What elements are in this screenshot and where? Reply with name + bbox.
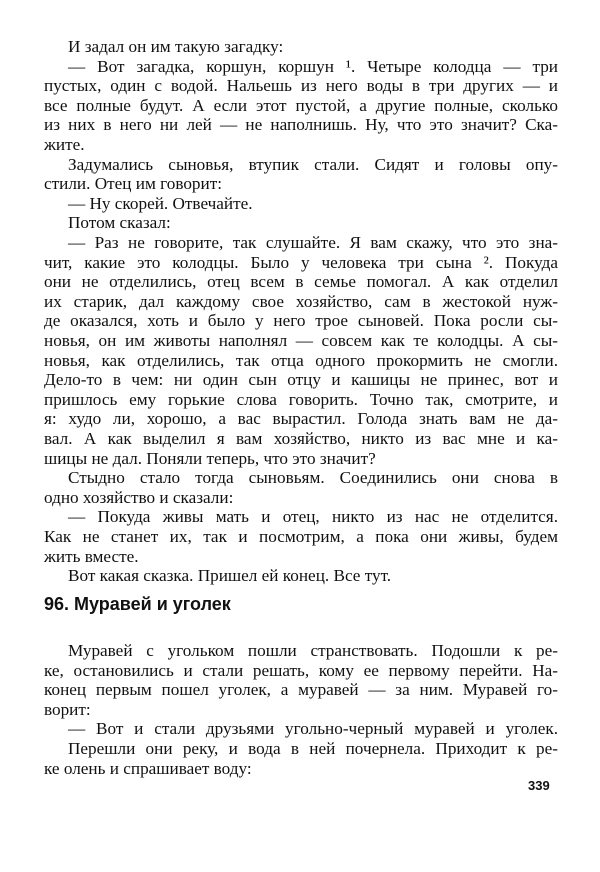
text-line: — Раз не говорите, так слушайте. Я вам скажу, что это зна- (68, 233, 558, 252)
text-line: Вот какая сказка. Пришел ей конец. Все тут. (68, 566, 392, 586)
text-line: жить вместе. (44, 546, 139, 566)
text-line: конец первым пошел уголек, а муравей — за ним. Муравей го- (44, 680, 558, 700)
text-line: Дело-то в чем: ни один сын отцу и кашицы не принес, вот и (44, 370, 558, 390)
text-line: Задумались сыновья, втупик стали. Сидят и головы опу- (68, 154, 558, 174)
text-line: Перешли они реку, и вода в ней почернела. Приходит к ре- (68, 739, 558, 758)
text-line: Стыдно стало тогда сыновьям. Соединились они снова в (68, 468, 558, 488)
text-line: — Ну скорей. Отвечайте. (68, 193, 253, 213)
text-line: ке, остановились и стали решать, кому ее первому перейти. На- (44, 660, 558, 680)
text-line: ке олень и спрашивает воду: (44, 758, 252, 778)
text-line: Потом сказал: (68, 213, 171, 233)
text-line: их старик, дал каждому свое хозяйство, сам в жестокой нуж- (44, 291, 558, 311)
text-line: пустых, один с водой. Нальешь из него воды в три других — и (44, 76, 558, 96)
text-line: — Покуда живы мать и отец, никто из нас не отделится. (68, 507, 558, 527)
section-heading: 96. Муравей и уголек (44, 594, 231, 614)
text-line: Муравей с угольком пошли странствовать. Подошли к ре- (68, 641, 558, 660)
text-line: И задал он им такую загадку: (68, 37, 284, 56)
text-line: они не отделились, отец всем в семье помогал. А как отделил (44, 272, 558, 292)
text-line: вал. А как выделил я вам хозяйство, никто из вас мне и ка- (44, 429, 558, 448)
text-line: стили. Отец им говорит: (44, 174, 223, 194)
text-line: ворит: (44, 699, 91, 719)
text-line: чит, какие это колодцы. Было у человека три сына ². Покуда (44, 252, 558, 272)
text-line: новья, он им животы наполнял — совсем как те колодцы. А сы- (44, 331, 558, 350)
text-line: я: худо ли, хорошо, а вас вырастил. Голода знать вам не да- (44, 409, 558, 429)
text-line: из них в него ни лей — не наполнишь. Ну, что это значит? Ска- (44, 115, 558, 135)
text-line: — Вот и стали друзьями угольно-черный муравей и уголек. (68, 719, 558, 739)
page-number: 339 (528, 778, 550, 793)
text-line: все полные будут. А если этот пустой, а другие полные, сколько (44, 95, 558, 115)
text-line: одно хозяйство и сказали: (44, 487, 234, 507)
text-line: шицы не дал. Поняли теперь, что это значит? (44, 448, 376, 468)
text-line: Как не станет их, так и посмотрим, а пока они живы, будем (44, 527, 558, 546)
text-line: новья, как отделились, так отца одного прокормить не смогли. (44, 350, 558, 370)
text-line: — Вот загадка, коршун, коршун ¹. Четыре колодца — три (68, 56, 558, 76)
text-line: пришлось ему горькие слова говорить. Точно так, смотрите, и (44, 389, 558, 409)
text-line: де оказался, хоть и было у него трое сыновей. Пока росли сы- (44, 311, 558, 331)
text-line: жите. (44, 135, 85, 154)
